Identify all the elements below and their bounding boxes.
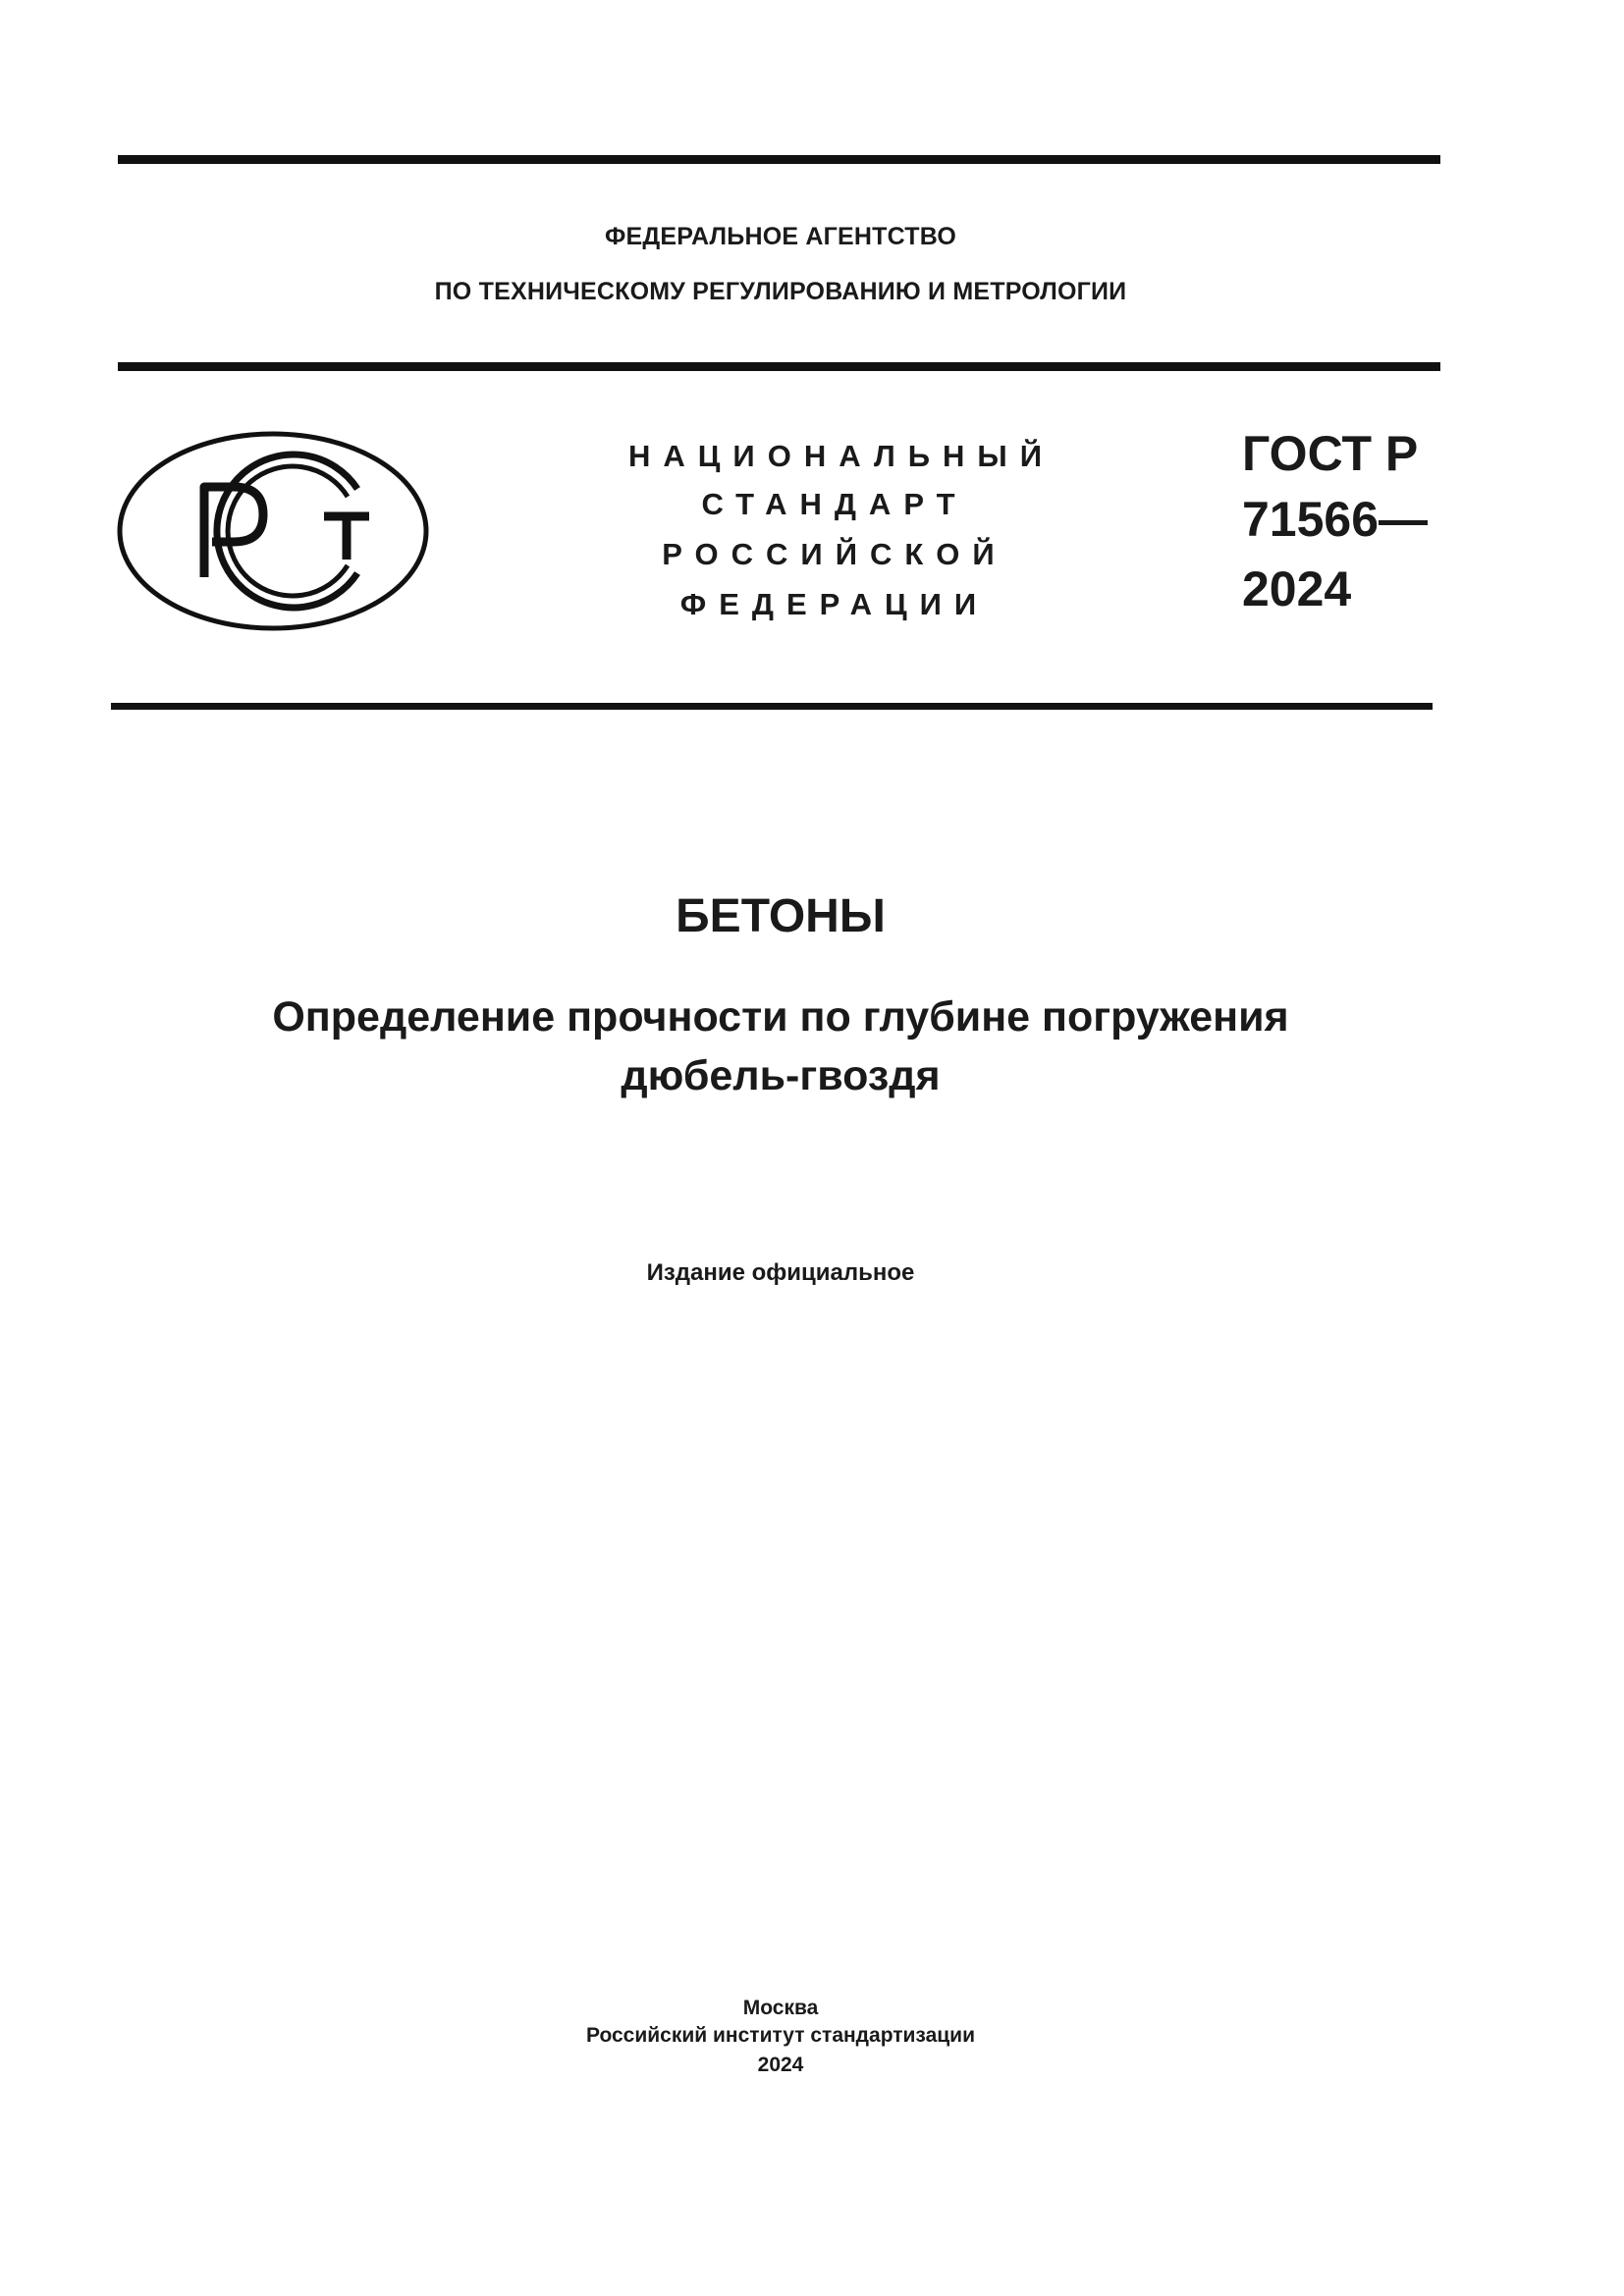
standard-label-line-2: СТАНДАРТ	[701, 487, 968, 521]
document-subtitle-line-2: дюбель-гвоздя	[621, 1052, 941, 1099]
middle-rule	[118, 362, 1440, 371]
imprint-publisher: Российский институт стандартизации	[585, 2024, 976, 2047]
imprint-city: Москва	[742, 1997, 819, 2019]
standard-label-line-3: РОССИЙСКОЙ	[662, 537, 1007, 571]
standard-label-line-1: НАЦИОНАЛЬНЫЙ	[628, 439, 1056, 473]
document-subtitle-line-1: Определение прочности по глубине погружения	[272, 993, 1289, 1041]
bottom-rule	[111, 703, 1433, 710]
agency-name-line-2: ПО ТЕХНИЧЕСКОМУ РЕГУЛИРОВАНИЮ И МЕТРОЛОГИИ	[434, 278, 1127, 305]
rst-certification-logo-icon	[116, 430, 430, 632]
designation-line-3: 2024	[1242, 561, 1352, 616]
designation-line-2: 71566—	[1242, 492, 1429, 547]
document-title: БЕТОНЫ	[676, 890, 886, 942]
agency-name-line-1: ФЕДЕРАЛЬНОЕ АГЕНТСТВО	[605, 223, 956, 250]
designation-line-1: ГОСТ Р	[1242, 426, 1419, 481]
imprint-year: 2024	[757, 2054, 804, 2076]
top-rule	[118, 155, 1440, 164]
standard-label-line-4: ФЕДЕРАЦИИ	[679, 587, 990, 621]
edition-note: Издание официальное	[646, 1259, 915, 1286]
